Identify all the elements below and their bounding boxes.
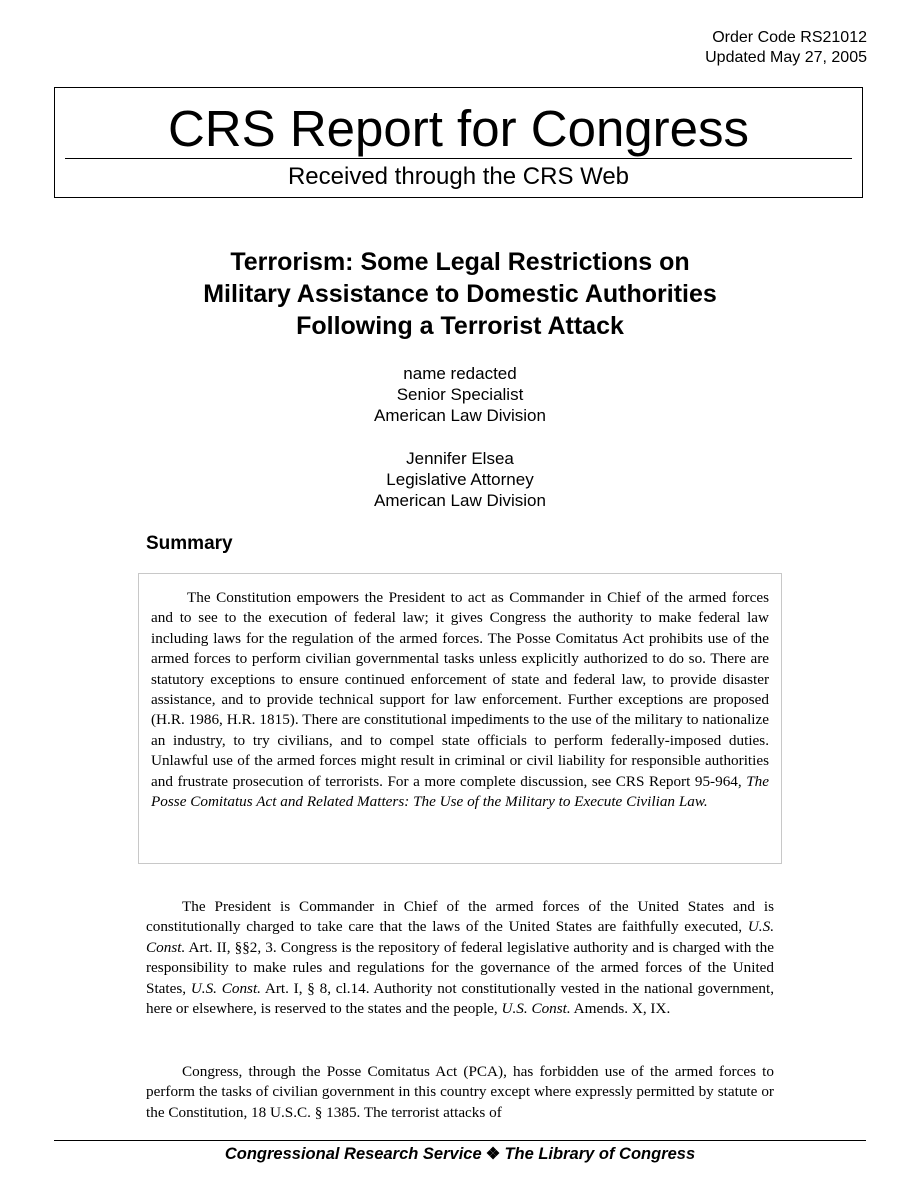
- report-title-line1: Terrorism: Some Legal Restrictions on: [230, 248, 690, 276]
- body-text: The President is Commander in Chief of the armed forces of the United States and is constitutionally charged to take care that the laws of the United States are faithfully executed,: [146, 898, 774, 936]
- author-role: Legislative Attorney: [386, 470, 534, 489]
- author-name: name redacted: [403, 364, 517, 383]
- diamond-separator-icon: ❖: [485, 1145, 501, 1163]
- body-text: Art. II, §§2, 3. Congress is the repository of federal legislative authority and is charged with the responsibility to make rules and regulations for the governance of the armed forces of the United States,: [146, 938, 774, 997]
- summary-citation: The Posse Comitatus Act and Related Matters: The Use of the Military to Execute Civilian Law.: [151, 772, 769, 811]
- report-title-line2: Military Assistance to Domestic Authorities: [203, 280, 717, 308]
- footer-crs: Congressional Research Service: [224, 1145, 482, 1163]
- header-subtitle: Received through the CRS Web: [287, 163, 630, 190]
- body-paragraph-2: Congress, through the Posse Comitatus Act (PCA), has forbidden use of the armed forces to perform the tasks of civilian government in this country except where expressly permitted by statute or the Constitution, 18 U.S.C. § 1385. The terrorist attacks of: [146, 1063, 774, 1121]
- citation: U.S. Const.: [501, 1000, 571, 1018]
- report-header-box: [54, 87, 863, 198]
- page-footer: [0, 1143, 920, 1165]
- summary-body: The Constitution empowers the President to act as Commander in Chief of the armed forces and to see to the execution of federal law; it gives Congress the authority to make federal law including laws for the regulation of the armed forces. The Posse Comitatus Act prohibits use of the armed forces to perform civilian governmental tasks unless explicitly authorized to do so. There are statutory exceptions to ensure continued enforcement of state and federal law, to provide disaster assistance, and to provide technical support for law enforcement. Further exceptions are proposed (H.R. 1986, H.R. 1815). There are constitutional impediments to the use of the military to nationalize an industry, to try civilians, and to compel state officials to perform federally-imposed duties. Unlawful use of the armed forces might result in criminal or civil liability for responsible authorities and frustrate prosecution of terrorists. For a more complete discussion, see CRS Report 95-964,: [151, 589, 769, 790]
- footer-loc: The Library of Congress: [504, 1145, 696, 1163]
- author-name: Jennifer Elsea: [406, 449, 514, 468]
- report-title: [100, 246, 820, 342]
- order-code: Order Code RS21012: [712, 29, 867, 46]
- summary-text: [151, 588, 769, 812]
- citation: U.S. Const.: [146, 918, 774, 956]
- summary-box: [138, 573, 782, 864]
- updated-date: Updated May 27, 2005: [705, 49, 867, 66]
- author-role: Senior Specialist: [396, 385, 524, 404]
- summary-heading: Summary: [146, 533, 233, 554]
- body-text: Art. I, § 8, cl.14. Authority not constitutionally vested in the national government, here or elsewhere, is reserved to the states and the people,: [146, 979, 774, 1018]
- citation: U.S. Const.: [190, 979, 261, 997]
- author-division: American Law Division: [374, 491, 546, 510]
- body-text: Amends. X, IX.: [570, 1000, 671, 1018]
- author-block-2: [260, 448, 660, 511]
- body-paragraph-1: [146, 897, 774, 1019]
- order-info: [705, 28, 867, 68]
- report-title-line3: Following a Terrorist Attack: [296, 312, 624, 340]
- author-division: American Law Division: [374, 406, 546, 425]
- footer-divider: [54, 1140, 866, 1141]
- header-divider: [65, 158, 852, 159]
- author-block-1: [260, 363, 660, 426]
- header-title: CRS Report for Congress: [167, 100, 750, 157]
